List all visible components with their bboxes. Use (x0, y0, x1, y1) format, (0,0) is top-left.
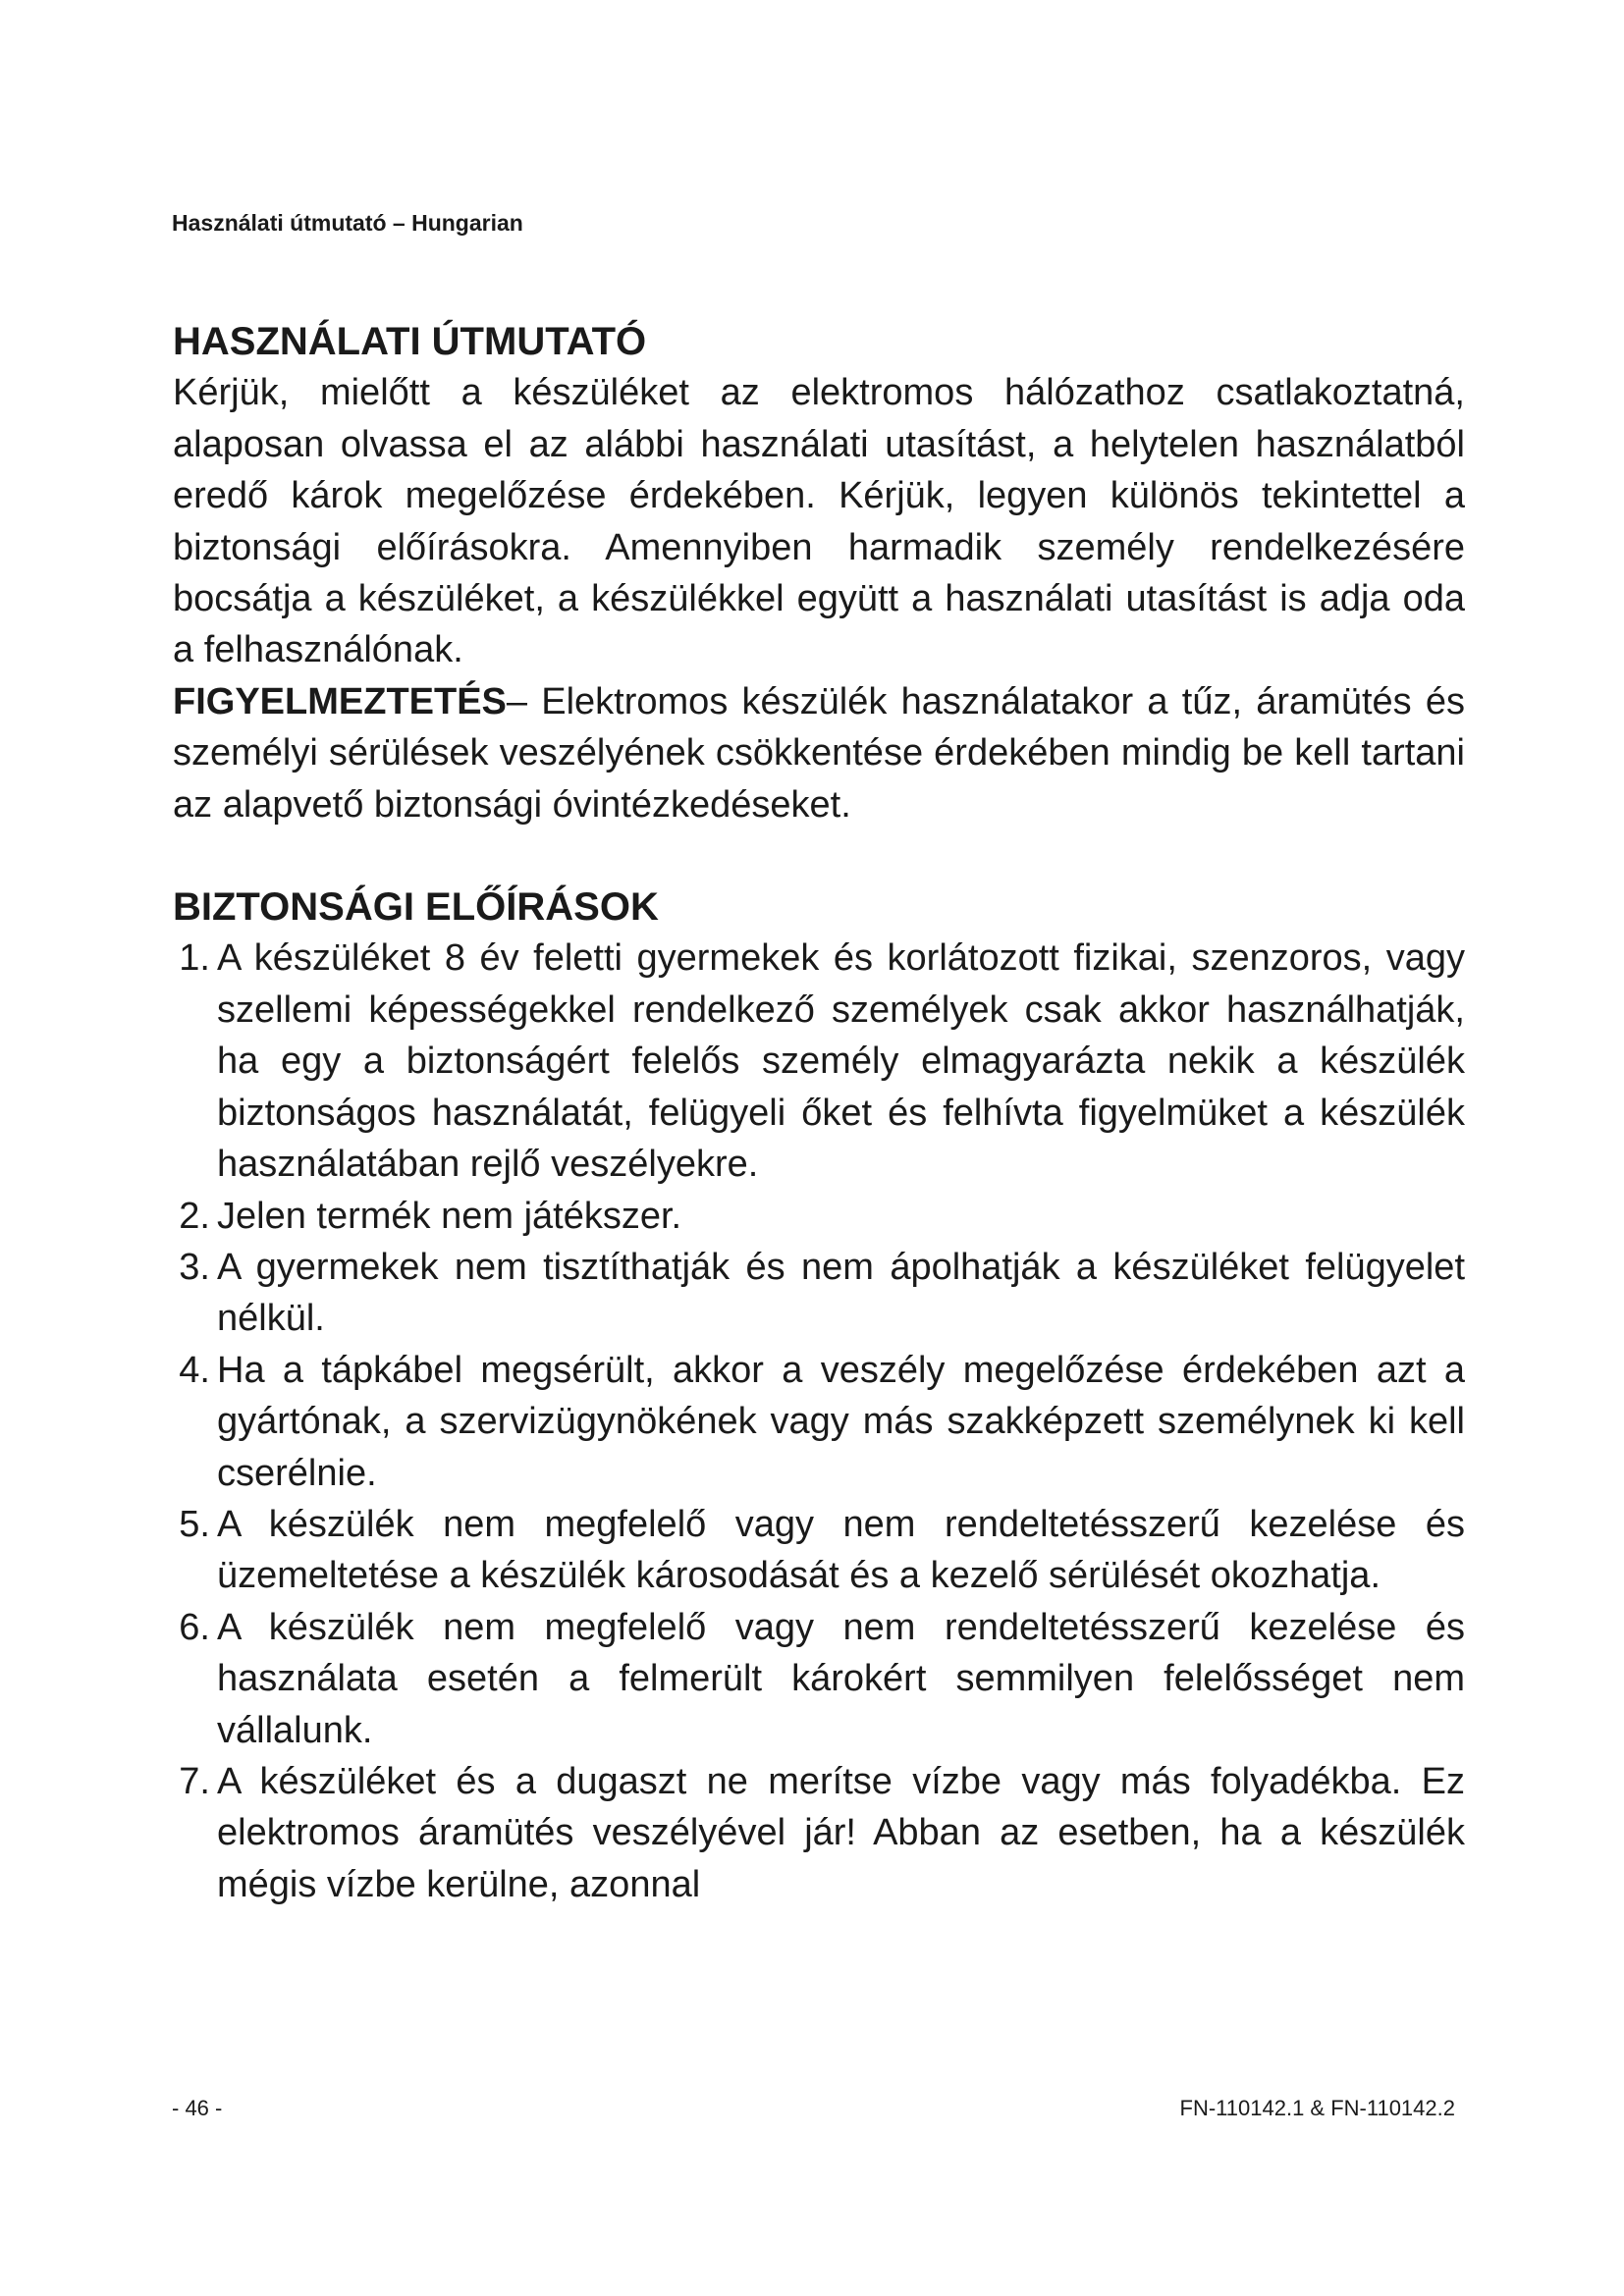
list-item (173, 1345, 1465, 1499)
item-number: 5. (179, 1503, 210, 1545)
warning-text: – Elektromos készülék használatakor a tűz, áramütés és személyi sérülések veszélyének csökkentése érdekében mindig be kell tartani az alapvető biztonsági óvintézkedéseket. (173, 680, 1465, 826)
item-text: A készüléket 8 év feletti gyermekek és korlátozott fizikai, szenzoros, vagy szellemi képességekkel rendelkező személyek csak akkor használhatják, ha egy a biztonságért felelős személy elmagyarázta nekik a készülék biztonságos használatát, felügyeli őket és felhívta figyelmüket a készülék használatában rejlő veszélyekre. (217, 937, 1465, 1186)
item-number: 7. (179, 1760, 210, 1802)
safety-title: BIZTONSÁGI ELŐÍRÁSOK (173, 885, 659, 930)
item-text: A készülék nem megfelelő vagy nem rendeltetésszerű kezelése és üzemeltetése a készülék károsodását és a kezelő sérülését okozhatja. (217, 1503, 1465, 1597)
list-item (173, 1499, 1465, 1602)
safety-list (173, 933, 1465, 1910)
item-text: A készülék nem megfelelő vagy nem rendeltetésszerű kezelése és használata esetén a felmerült károkért semmilyen felelősséget nem vállalunk. (217, 1606, 1465, 1751)
warning-label: FIGYELMEZTETÉS (173, 680, 507, 722)
item-number: 3. (179, 1246, 210, 1288)
list-item (173, 1756, 1465, 1910)
warning-paragraph (173, 676, 1465, 830)
item-text: Ha a tápkábel megsérült, akkor a veszély megelőzése érdekében azt a gyártónak, a szervizügynökének vagy más szakképzett személynek ki kell cserélnie. (217, 1349, 1465, 1494)
page-number: - 46 - (172, 2096, 223, 2120)
section-spacer (173, 830, 1465, 881)
intro-paragraph: Kérjük, mielőtt a készüléket az elektromos hálózathoz csatlakoztatná, alaposan olvassa el az alábbi használati utasítást, a helytelen használatból eredő károk megelőzése érdekében. Kérjük, legyen különös tekintettel a biztonsági előírásokra. Amennyiben harmadik személy rendelkezésére bocsátja a készüléket, a készülékkel együtt a használati utasítást is adja oda a felhasználónak. (173, 372, 1465, 671)
item-number: 1. (179, 937, 210, 980)
list-item (173, 1602, 1465, 1756)
list-item (173, 1191, 1465, 1242)
item-text: Jelen termék nem játékszer. (217, 1195, 682, 1237)
item-number: 4. (179, 1349, 210, 1391)
item-number: 2. (179, 1195, 210, 1237)
list-item (173, 933, 1465, 1190)
item-number: 6. (179, 1606, 210, 1648)
document-code: FN-110142.1 & FN-110142.2 (1179, 2096, 1455, 2120)
page-content (173, 316, 1465, 1910)
page-header: Használati útmutató – Hungarian (172, 210, 523, 236)
intro-title: HASZNÁLATI ÚTMUTATÓ (173, 320, 647, 363)
item-text: A készüléket és a dugaszt ne merítse vízbe vagy más folyadékba. Ez elektromos áramütés veszélyével jár! Abban az esetben, ha a készülék mégis vízbe kerülne, azonnal (217, 1760, 1465, 1905)
item-text: A gyermekek nem tisztíthatják és nem ápolhatják a készüléket felügyelet nélkül. (217, 1246, 1465, 1340)
list-item (173, 1242, 1465, 1345)
